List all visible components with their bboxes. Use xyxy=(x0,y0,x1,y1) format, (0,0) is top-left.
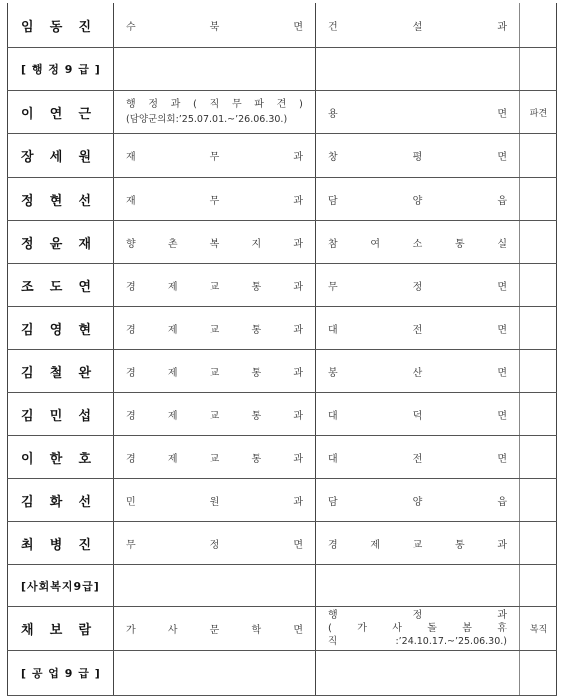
personnel-table xyxy=(7,3,557,696)
new-post-cell xyxy=(316,436,519,478)
new-post xyxy=(328,321,507,336)
table-row xyxy=(7,178,557,221)
current-post-cell xyxy=(114,307,315,349)
new-post-cell xyxy=(316,91,519,133)
name-char: 보 xyxy=(49,623,63,638)
current-post-cell xyxy=(114,565,315,606)
current-post xyxy=(126,278,303,293)
person-name xyxy=(21,233,91,252)
note-cell xyxy=(520,565,557,606)
current-post-cell xyxy=(114,607,315,650)
name-char: 장 xyxy=(21,150,34,165)
current-post xyxy=(126,493,303,508)
name-cell xyxy=(7,178,113,220)
new-post xyxy=(328,235,507,250)
note-cell xyxy=(520,607,557,650)
current-post-cell xyxy=(114,350,315,392)
dept-char: 과 xyxy=(293,453,303,465)
note-cell xyxy=(520,350,557,392)
note-text: 파견 xyxy=(529,108,548,119)
dept-char: 통 xyxy=(251,367,262,379)
person-name xyxy=(21,491,91,510)
current-post xyxy=(126,148,303,163)
dept-char: 교 xyxy=(209,324,220,336)
new-post xyxy=(328,493,507,508)
name-char: 김 xyxy=(21,494,34,510)
dept-char: 제 xyxy=(167,453,178,465)
leave-period xyxy=(328,635,507,648)
dept-char: 수 xyxy=(126,21,136,33)
note-cell xyxy=(520,307,557,349)
leave-label: 직 xyxy=(328,636,338,647)
person-name xyxy=(21,619,91,638)
dept-char: 용 xyxy=(328,108,338,120)
dept-char: 면 xyxy=(497,324,507,336)
current-post xyxy=(126,192,303,207)
dept-char: 과 xyxy=(497,539,507,551)
name-cell xyxy=(7,479,113,521)
table-row xyxy=(7,307,557,350)
dept-char: 면 xyxy=(497,410,507,422)
grade-heading: [사회복지9급] xyxy=(21,579,100,593)
note-cell xyxy=(520,178,557,220)
person-name xyxy=(21,319,91,338)
name-char: 화 xyxy=(49,494,63,510)
table-row xyxy=(7,436,557,479)
table-row xyxy=(7,134,557,178)
current-post-cell xyxy=(114,178,315,220)
table-row xyxy=(7,393,557,436)
dept-char: 재 xyxy=(126,195,136,207)
dept-char: 봉 xyxy=(328,367,338,379)
dept-char: 정 xyxy=(412,610,423,621)
dept-char: 직 xyxy=(209,99,220,110)
table-row xyxy=(7,48,557,91)
dept-char: 담 xyxy=(328,195,338,207)
new-post-cell xyxy=(316,221,519,263)
name-char: 정 xyxy=(21,236,34,252)
current-post-cell xyxy=(114,651,315,695)
dept-char: 설 xyxy=(412,21,423,33)
name-char: 세 xyxy=(49,150,63,165)
dept-char: 소 xyxy=(412,238,423,250)
table-row xyxy=(7,651,557,696)
new-post xyxy=(328,609,507,648)
dept-char: 제 xyxy=(167,281,178,293)
dept-char: 건 xyxy=(328,21,338,33)
dept-char: 가 xyxy=(126,625,136,636)
dispatch-period: (담양군의회:’25.07.01.~’26.06.30.) xyxy=(126,114,288,125)
dept-char: 과 xyxy=(293,324,303,336)
note-cell xyxy=(520,91,557,133)
person-name xyxy=(21,534,91,553)
new-post-cell xyxy=(316,651,519,695)
current-post xyxy=(126,450,303,465)
name-char: 동 xyxy=(49,19,63,35)
dept-char: 과 xyxy=(293,281,303,293)
name-cell xyxy=(7,522,113,564)
note-cell xyxy=(520,3,557,47)
dept-char: 담 xyxy=(328,496,338,508)
name-char: 재 xyxy=(78,236,91,252)
current-post xyxy=(126,18,303,33)
dept-char: 향 xyxy=(126,238,136,250)
new-post xyxy=(328,364,507,379)
dept-char: 무 xyxy=(209,152,220,163)
dept-char: 여 xyxy=(370,238,380,250)
name-char: 병 xyxy=(49,537,63,553)
name-cell xyxy=(7,264,113,306)
dept-char: 면 xyxy=(293,21,303,33)
dept-char: 제 xyxy=(167,410,178,422)
note-cell xyxy=(520,264,557,306)
dept-char: 과 xyxy=(293,410,303,422)
new-post xyxy=(328,192,507,207)
new-post-cell xyxy=(316,178,519,220)
name-char: 연 xyxy=(78,279,91,295)
dept-char: 면 xyxy=(497,367,507,379)
name-char: 최 xyxy=(21,537,34,553)
name-char: 철 xyxy=(49,365,63,381)
note-cell xyxy=(520,393,557,435)
dept-char: 교 xyxy=(412,539,423,551)
current-post xyxy=(126,536,303,551)
dept-char: ) xyxy=(298,99,303,110)
dept-char: 정 xyxy=(209,539,220,551)
dept-char: 행 xyxy=(126,99,136,110)
new-post xyxy=(328,105,507,120)
name-cell xyxy=(7,307,113,349)
dept-char: 면 xyxy=(293,625,303,636)
new-post-line1 xyxy=(328,609,507,622)
dept-char: 면 xyxy=(497,453,507,465)
dept-char: 교 xyxy=(209,281,220,293)
current-post xyxy=(126,621,303,636)
dept-char: 파 xyxy=(254,99,264,110)
name-char: 김 xyxy=(21,322,34,338)
name-cell xyxy=(7,393,113,435)
person-name xyxy=(21,448,91,467)
current-post-cell xyxy=(114,393,315,435)
name-cell xyxy=(7,651,113,695)
dept-char: 면 xyxy=(293,539,303,551)
dept-char: 민 xyxy=(126,496,136,508)
current-post-line1 xyxy=(126,97,303,112)
dept-char: 지 xyxy=(251,238,262,250)
name-char: 민 xyxy=(49,408,63,424)
dept-char: 읍 xyxy=(497,496,507,508)
dept-char: 문 xyxy=(209,625,220,636)
current-post-cell xyxy=(114,3,315,47)
dept-char: 경 xyxy=(126,453,136,465)
name-char: 연 xyxy=(49,106,63,122)
name-char: 도 xyxy=(49,279,63,295)
name-char: 완 xyxy=(78,365,91,381)
name-cell xyxy=(7,3,113,47)
dept-char: 실 xyxy=(497,238,507,250)
table-row xyxy=(7,221,557,264)
dept-char: 과 xyxy=(293,367,303,379)
note-cell xyxy=(520,48,557,90)
dept-char: 읍 xyxy=(497,195,507,207)
new-post-cell xyxy=(316,607,519,650)
current-post-cell xyxy=(114,134,315,177)
dept-char: 창 xyxy=(328,152,338,163)
current-post-cell xyxy=(114,48,315,90)
name-char: 이 xyxy=(21,106,34,122)
dept-char: 평 xyxy=(412,152,423,163)
note-text: 복직 xyxy=(529,625,548,635)
dept-char: 통 xyxy=(251,324,262,336)
new-post-cell xyxy=(316,307,519,349)
dept-char: 면 xyxy=(497,152,507,163)
dept-char: 학 xyxy=(251,625,262,636)
dept-char: 대 xyxy=(328,453,338,465)
table-row xyxy=(7,91,557,134)
dept-char: 대 xyxy=(328,324,338,336)
new-post xyxy=(328,148,507,163)
new-post xyxy=(328,407,507,422)
dept-char: 제 xyxy=(167,367,178,379)
current-post-cell xyxy=(114,91,315,133)
dept-char: 북 xyxy=(209,21,220,33)
name-char: 선 xyxy=(78,193,91,209)
dept-char: 사 xyxy=(167,625,178,636)
name-cell xyxy=(7,350,113,392)
current-post-cell xyxy=(114,522,315,564)
new-post xyxy=(328,18,507,33)
person-name xyxy=(21,362,91,381)
person-name xyxy=(21,16,91,35)
name-cell xyxy=(7,221,113,263)
current-post-cell xyxy=(114,264,315,306)
dept-char: 통 xyxy=(454,539,465,551)
dept-char: 전 xyxy=(412,453,423,465)
dept-char: 견 xyxy=(276,99,287,110)
table-row xyxy=(7,3,557,48)
new-post-cell xyxy=(316,134,519,177)
new-post-cell xyxy=(316,522,519,564)
note-cell xyxy=(520,436,557,478)
dept-char: 봄 xyxy=(462,623,472,634)
dept-char: 무 xyxy=(231,99,242,110)
name-cell xyxy=(7,91,113,133)
new-post xyxy=(328,536,507,551)
dept-char: 교 xyxy=(209,367,220,379)
name-char: 현 xyxy=(78,322,91,338)
name-char: 호 xyxy=(78,451,91,467)
name-cell xyxy=(7,134,113,177)
current-post xyxy=(126,97,303,127)
dept-char: 대 xyxy=(328,410,338,422)
current-post xyxy=(126,235,303,250)
person-name xyxy=(21,103,91,122)
table-row xyxy=(7,522,557,565)
dept-char: 교 xyxy=(209,410,220,422)
dept-char: 면 xyxy=(497,108,507,120)
table-row xyxy=(7,607,557,651)
dept-char: 무 xyxy=(209,195,220,207)
note-cell xyxy=(520,479,557,521)
current-post-cell xyxy=(114,436,315,478)
name-char: 선 xyxy=(78,494,91,510)
name-char: 근 xyxy=(78,106,91,122)
name-char: 조 xyxy=(21,279,34,295)
dept-char: 과 xyxy=(293,238,303,250)
current-post-cell xyxy=(114,221,315,263)
dept-char: 휴 xyxy=(497,623,507,634)
person-name xyxy=(21,146,91,165)
name-char: 현 xyxy=(49,193,63,209)
name-cell xyxy=(7,565,113,606)
name-char: 윤 xyxy=(49,236,63,252)
note-cell xyxy=(520,651,557,695)
dept-char: 정 xyxy=(412,281,423,293)
name-char: 김 xyxy=(21,408,34,424)
name-char: 람 xyxy=(78,623,91,638)
dept-char: 무 xyxy=(126,539,136,551)
dept-char: 과 xyxy=(293,195,303,207)
dept-char: 경 xyxy=(328,539,338,551)
dept-char: 과 xyxy=(497,610,507,621)
name-cell xyxy=(7,48,113,90)
new-post-cell xyxy=(316,479,519,521)
note-cell xyxy=(520,134,557,177)
person-name xyxy=(21,405,91,424)
dept-char: 과 xyxy=(293,152,303,163)
dept-char: 통 xyxy=(454,238,465,250)
leave-dates: :’24.10.17.~’25.06.30.) xyxy=(395,636,507,647)
dept-char: 돌 xyxy=(427,623,437,634)
dept-char: 양 xyxy=(412,195,423,207)
dept-char: 가 xyxy=(357,623,367,634)
grade-heading: [ 행 정 9 급 ] xyxy=(21,63,101,76)
name-char: 채 xyxy=(21,623,34,638)
dept-char: 경 xyxy=(126,324,136,336)
dept-char: 촌 xyxy=(167,238,178,250)
current-post xyxy=(126,321,303,336)
current-post xyxy=(126,407,303,422)
dept-char: 재 xyxy=(126,152,136,163)
note-cell xyxy=(520,522,557,564)
name-char: 원 xyxy=(78,150,91,165)
name-char: 진 xyxy=(78,537,91,553)
dept-char: 통 xyxy=(251,281,262,293)
dept-char: ( xyxy=(328,623,332,634)
new-post-cell xyxy=(316,48,519,90)
current-post xyxy=(126,364,303,379)
dept-char: 경 xyxy=(126,367,136,379)
new-post xyxy=(328,278,507,293)
name-cell xyxy=(7,436,113,478)
person-name xyxy=(21,276,91,295)
new-post-cell xyxy=(316,393,519,435)
grade-heading: [ 공 업 9 급 ] xyxy=(21,667,101,680)
name-char: 정 xyxy=(21,193,34,209)
dept-char: 정 xyxy=(148,99,159,110)
dept-char: 원 xyxy=(209,496,220,508)
dept-char: 통 xyxy=(251,410,262,422)
table-row xyxy=(7,565,557,607)
current-post-cell xyxy=(114,479,315,521)
dept-char: 교 xyxy=(209,453,220,465)
new-post xyxy=(328,450,507,465)
dept-char: 제 xyxy=(167,324,178,336)
person-name xyxy=(21,190,91,209)
new-post-cell xyxy=(316,264,519,306)
name-char: 김 xyxy=(21,365,34,381)
table-row xyxy=(7,350,557,393)
dept-char: 무 xyxy=(328,281,338,293)
dept-char: 양 xyxy=(412,496,423,508)
dept-char: 사 xyxy=(392,623,402,634)
dept-char: 참 xyxy=(328,238,338,250)
dept-char: 전 xyxy=(412,324,423,336)
dept-char: ( xyxy=(193,99,197,110)
name-char: 섭 xyxy=(78,408,91,424)
name-cell xyxy=(7,607,113,650)
dept-char: 산 xyxy=(412,367,423,379)
table-row xyxy=(7,479,557,522)
new-post-cell xyxy=(316,3,519,47)
name-char: 진 xyxy=(78,19,91,35)
new-post-line2 xyxy=(328,622,507,635)
dept-char: 덕 xyxy=(412,410,423,422)
new-post-cell xyxy=(316,350,519,392)
name-char: 임 xyxy=(21,19,34,35)
dept-char: 행 xyxy=(328,610,338,621)
dept-char: 과 xyxy=(497,21,507,33)
dept-char: 통 xyxy=(251,453,262,465)
dept-char: 경 xyxy=(126,281,136,293)
dept-char: 과 xyxy=(293,496,303,508)
name-char: 이 xyxy=(21,451,34,467)
dept-char: 과 xyxy=(170,99,181,110)
table-row xyxy=(7,264,557,307)
dept-char: 면 xyxy=(497,281,507,293)
dept-char: 제 xyxy=(370,539,380,551)
dept-char: 복 xyxy=(209,238,220,250)
note-cell xyxy=(520,221,557,263)
name-char: 한 xyxy=(49,451,63,467)
new-post-cell xyxy=(316,565,519,606)
dept-char: 경 xyxy=(126,410,136,422)
name-char: 영 xyxy=(49,322,63,338)
